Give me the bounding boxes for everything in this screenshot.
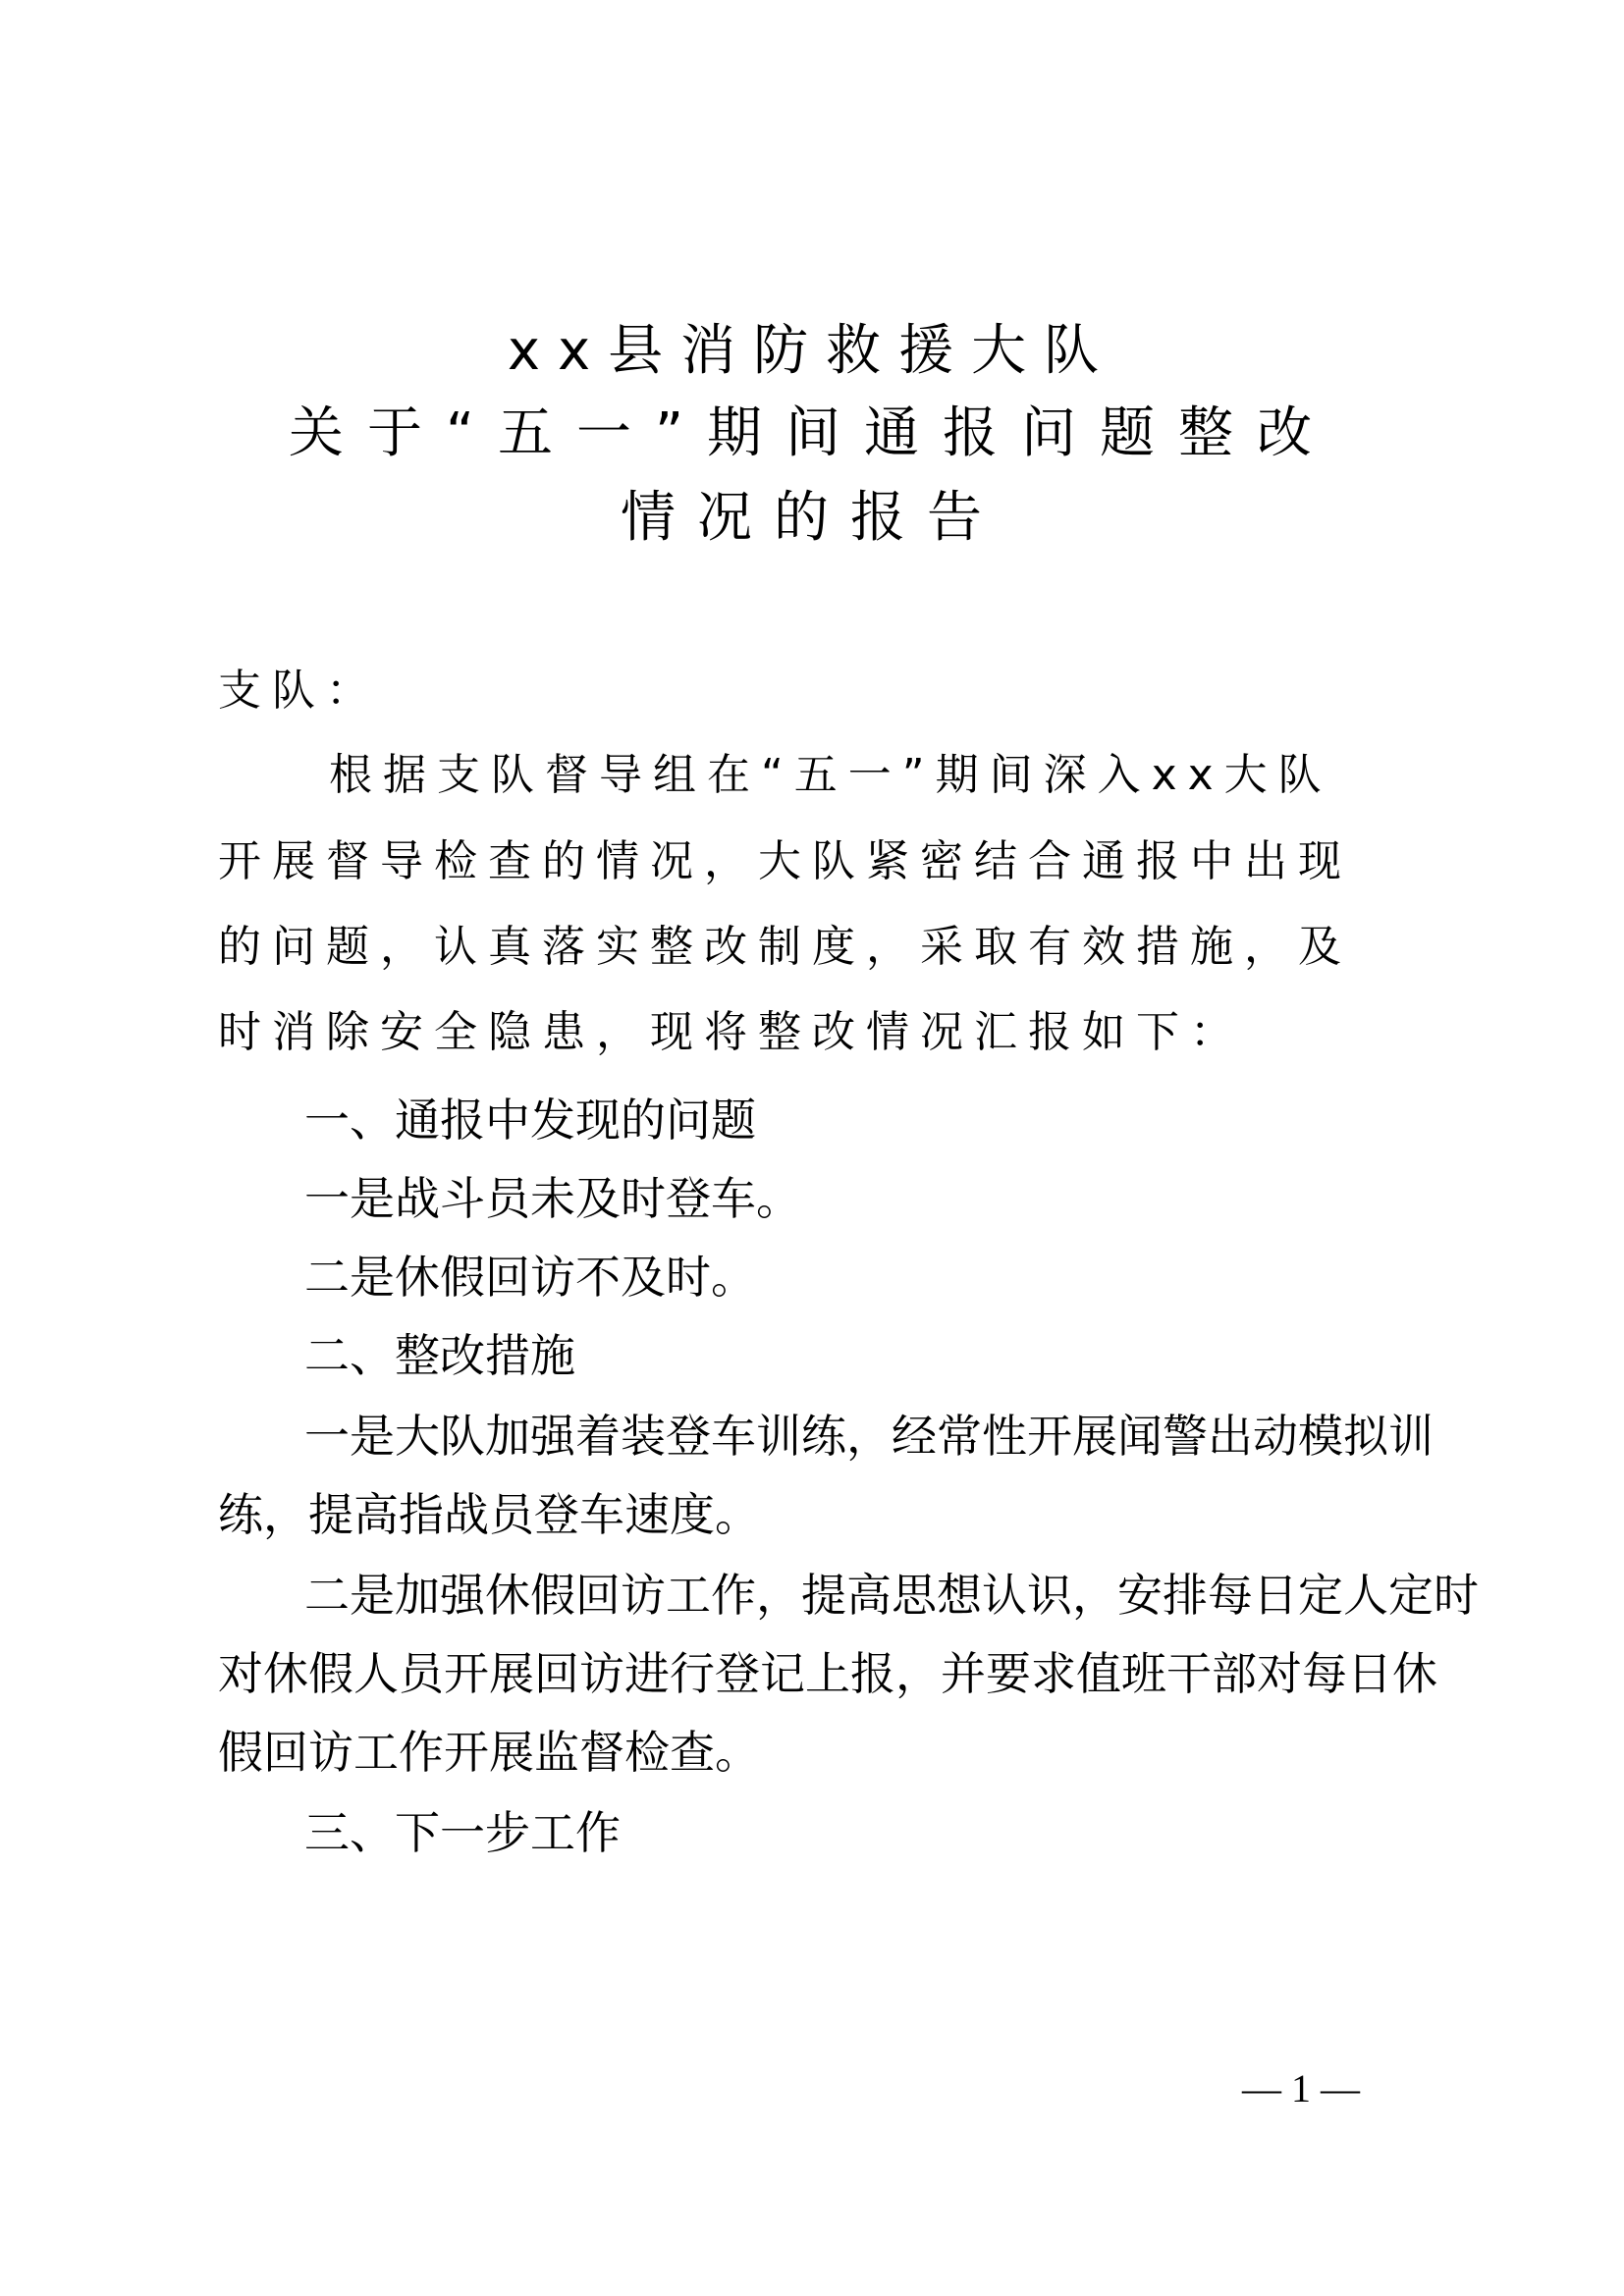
intro-line-3: 的问题，认真落实整改制度，采取有效措施，及 (218, 922, 1352, 972)
section-1-item-1: 一是战斗员未及时登车。 (304, 1172, 801, 1225)
title-line-2: 关于“五一”期间通报问题整改 (288, 401, 1336, 465)
section-heading-1: 一、通报中发现的问题 (304, 1094, 756, 1147)
intro-line-1: 根据支队督导组在“五一”期间深入xx大队 (329, 750, 1332, 800)
section-2-para-1-line-2: 练，提高指战员登车速度。 (218, 1488, 760, 1541)
section-heading-2: 二、整改措施 (304, 1329, 575, 1382)
intro-line-2: 开展督导检查的情况，大队紧密结合通报中出现 (218, 836, 1352, 886)
section-2-para-2-line-1: 二是加强休假回访工作，提高思想认识，安排每日定人定时 (304, 1569, 1479, 1622)
section-2-para-1-line-1: 一是大队加强着装登车训练，经常性开展闻警出动模拟训 (304, 1410, 1434, 1463)
section-1-item-2: 二是休假回访不及时。 (304, 1251, 756, 1304)
intro-line-4: 时消除安全隐患，现将整改情况汇报如下： (218, 1007, 1244, 1057)
section-heading-3: 三、下一步工作 (304, 1806, 621, 1859)
section-2-para-2-line-2: 对休假人员开展回访进行登记上报，并要求值班干部对每日休 (218, 1647, 1437, 1700)
section-2-para-2-line-3: 假回访工作开展监督检查。 (218, 1726, 760, 1779)
page-number: — 1 — (1242, 2066, 1360, 2110)
title-line-3: 情况的报告 (621, 486, 1003, 550)
salutation: 支队： (218, 666, 380, 716)
title-line-1: xx县消防救援大队 (507, 319, 1117, 383)
